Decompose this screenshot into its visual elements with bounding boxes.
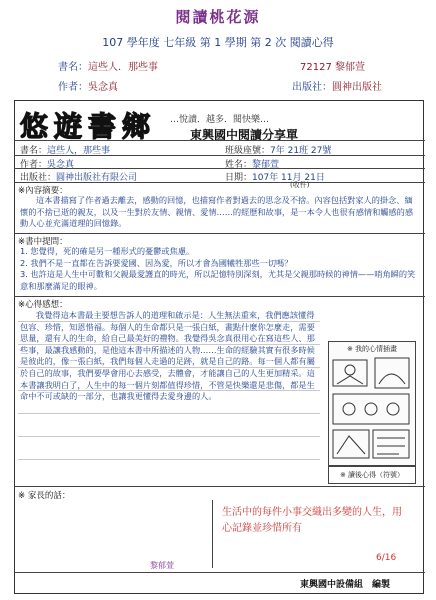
sheet-name-value: 黎郁萱 [252,160,280,170]
writing-rule [18,344,320,345]
banner-title: 悠遊書鄉 [20,110,157,143]
divider [14,182,425,183]
code-meta [300,58,365,73]
sheet-author-label: 作者： [20,160,48,170]
divider [14,572,425,573]
publisher-label: 出版社： [292,82,332,93]
parent-heading: ※ 家長的話： [18,491,71,501]
question-item: 2. 我們不是一直都在告訴要愛國、因為愛，所以才會為國犧牲那些一切嗎？ [20,257,293,268]
banner-decoration: …悅讀．越多．閱快樂… [170,115,270,125]
sheet-date-note: (收件) [290,181,310,189]
author-label: 作者： [58,82,88,93]
book-meta [58,58,158,73]
banner-subtitle: 東興國中閱讀分享單 [190,128,299,142]
reflection-text: 我覺得這本書最主要想告訴人的道理和啟示是：人生無法重來，我們應該懂得包容、珍惜，知恩惜福。每個人的生命都只是一張白紙，畫點什麼你怎麼走，需要思量，還有人的生命，給自己最美好的禮物。我覺得吳念真很用心在寫這些人、那些事，最讓我感動的，是他這本書中所描述的人物……生命的經驗其實有很多時候是彼此的，像一張白紙，我們每個人走過的足跡，就是自己的路。每一個人都有屬於自己的故事，我們要學會用心去感受，去體會，才能讓自己的人生更加精采。這本書讓我明白了，人生中的每一個片刻都值得珍惜，不管是快樂還是悲傷，都是生命中不可或缺的一部分，也讓我更懂得去愛身邊的人。 [20,310,315,402]
illustration-drawing-icon [329,354,413,462]
sheet-publisher-value: 圓神出版社有限公司 [56,173,138,183]
footer-credit: 東興國中設備組 編製 [300,580,391,590]
teacher-comment: 生活中的每件小事交織出多變的人生，用心記錄並珍惜所有 [222,507,402,534]
illustration-label: ※ 我的心情插畫 [346,345,398,353]
sheet-class-value: 7年 21班 27號 [270,146,332,156]
writing-rule [18,367,320,368]
writing-rule [18,459,320,460]
writing-rule [18,436,320,437]
illustration-caption: ※ 讀後心得（符號） [328,466,416,484]
content-summary: 這本書描寫了作者過去離去，感動的回憶，也描寫作者對過去的思念及不捨。內容包括對家人的掛念、緬懷的不捨已逝的親友，以及一生對於友情、親情、愛情……的經歷和故事，是一本令人也很有感情和觸感的感動人心並充滿道理的回憶錄。 [20,195,414,229]
publisher-meta [292,78,382,93]
page-subtitle: 107 學年度 七年級 第 1 學期 第 2 次 閱讀心得 [102,36,334,49]
divider [14,296,425,297]
reflection-heading: ※心得感想： [18,300,68,310]
divider [14,486,425,487]
author-meta [58,78,118,93]
divider [14,140,425,141]
book-label: 書名： [58,62,88,73]
sheet-date-label: 日期： [225,173,253,183]
content-heading: ※內容摘要： [18,186,68,196]
writing-rule [18,413,320,414]
question-list [20,246,420,293]
signature: 黎郁萱 [150,561,174,570]
writing-rule [18,321,320,322]
question-item: 3. 也許這是人生中可數和父親最愛護直的時光，所以記憶特別深刻，尤其是父親那時候的神情——哨角瞬的笑意和那麼滿足的眼神。 [20,269,416,291]
divider [14,168,425,169]
sheet-book-label: 書名： [20,146,48,156]
questions-heading: ※書中提問： [18,237,68,247]
author-value: 吳念真 [88,82,118,93]
sheet-publisher-label: 出版社： [20,173,57,183]
sheet-date-value: 107年 11月 21日 [252,173,325,183]
question-item: 1. 您覺得，死的確是另一種形式的憂鬱或焦慮。 [20,246,195,256]
code-value: 72127 黎郁萱 [300,62,365,73]
page-title: 閱讀桃花源 [175,8,261,26]
divider [14,155,425,156]
divider [14,233,425,234]
sheet-book-value: 這些人，那些事 [47,146,111,156]
writing-rule [18,390,320,391]
mood-illustration [328,341,416,466]
book-value: 這些人．那些事 [88,62,158,73]
publisher-value: 圓神出版社 [332,82,382,93]
sheet-name-label: 姓名： [225,160,253,170]
score: 6/16 [376,553,397,563]
sheet-author-value: 吳念真 [47,160,75,170]
sheet-class-label: 班級座號： [225,146,271,156]
